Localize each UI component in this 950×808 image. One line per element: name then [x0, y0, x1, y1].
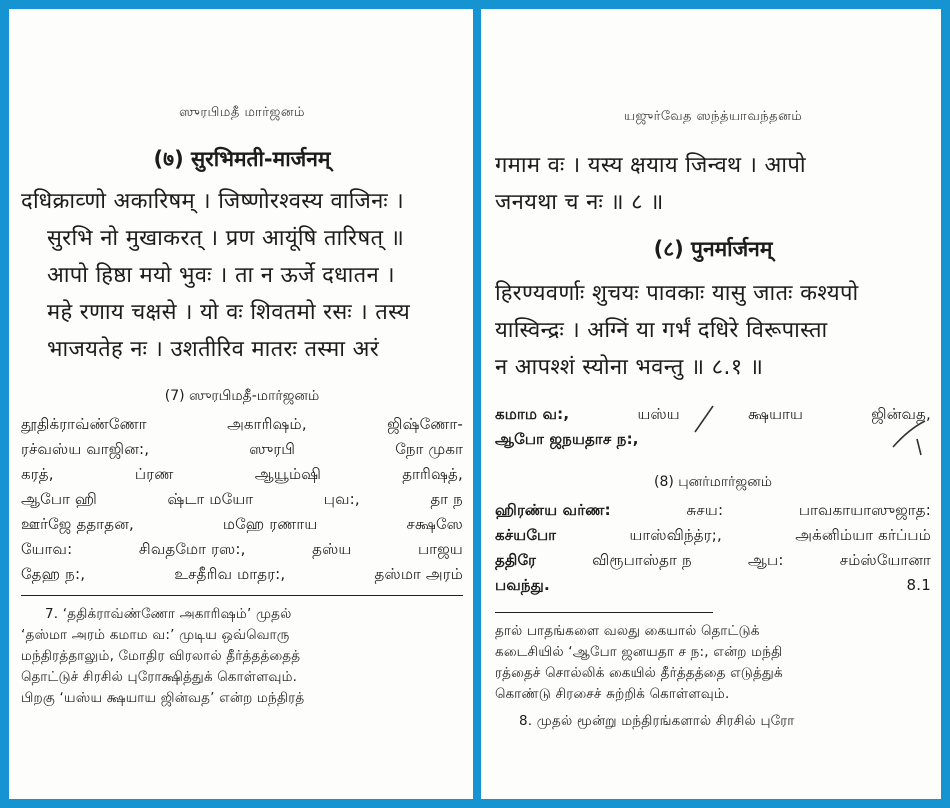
sanskrit-line: आपो हिष्ठा मयो भुवः । ता न ऊर्जे दधातन ।: [47, 263, 395, 288]
running-head: யஜுர்வேத ஸந்த்யாவந்தனம்: [623, 109, 803, 124]
footnote-line: 8. முதல் மூன்று மந்திரங்களால் சிரசில் புரோ: [519, 713, 795, 729]
sanskrit-verse-continued: [495, 147, 931, 221]
sanskrit-verse: [495, 275, 931, 386]
tamil-section-title: (7) ஸுரபிமதீ-மார்ஜனம்: [164, 388, 320, 404]
footnote-line: மந்திரத்தாலும், மோதிர விரலால் தீர்த்தத்தைத்: [21, 648, 301, 664]
tamil-word: தூதிக்ராவ்ண்ணோ: [21, 415, 147, 433]
tamil-word: கச்யபோ: [495, 526, 557, 544]
tamil-word: நோ முகா: [395, 440, 463, 458]
sanskrit-line: दधिक्राव्णो अकारिषम् । जिष्णोरश्वस्य वाजिनः ।: [21, 189, 404, 214]
tamil-line: [21, 562, 463, 587]
footnote-line: தால் பாதங்களை வலது கையால் தொட்டுக்: [495, 623, 760, 639]
right-page: [481, 9, 941, 799]
tamil-word: பாஜய: [418, 540, 463, 558]
tamil-line: [495, 498, 931, 523]
pencil-stroke-mark: [691, 404, 717, 434]
tamil-word: ஊர்ஜே ததாதன,: [21, 515, 134, 533]
footnote-line: கொண்டு சிரசைச் சுற்றிக் கொள்ளவும்.: [495, 686, 730, 702]
tamil-section-title: (8) புனர்மார்ஜனம்: [653, 474, 772, 490]
left-page: [9, 9, 473, 799]
sanskrit-verse: [21, 183, 463, 368]
tamil-word: சிவதமோ ரஸ:,: [138, 540, 246, 558]
tamil-transliteration: [21, 412, 463, 587]
pencil-stroke-mark: [891, 419, 931, 459]
tamil-word: அக்னிம்யா கர்ப்பம்: [795, 526, 931, 544]
tamil-word: ஆப:: [747, 551, 784, 569]
sanskrit-line: सुरभि नो मुखाकरत् । प्रण आयूंषि तारिषत् ॥: [47, 226, 405, 251]
divider: [495, 612, 713, 613]
footnote-line: 7. ‘ததிக்ராவ்ண்ணோ அகாரிஷம்’ முதல்: [45, 606, 292, 622]
tamil-word: ஆபோ ஹி: [21, 490, 97, 508]
tamil-line: [21, 412, 463, 437]
tamil-word: யஸ்ய: [637, 405, 680, 423]
divider: [21, 595, 463, 596]
tamil-word: புவ:,: [323, 490, 360, 508]
tamil-word: ஜிஷ்ணோ-: [387, 415, 463, 433]
sanskrit-line: यास्विन्द्रः । अग्निं या गर्भं दधिरे विरूपास्ता: [495, 318, 828, 343]
sanskrit-line: भाजयतेह नः । उशतीरिव मातरः तस्मा अरं: [47, 337, 379, 362]
footnote-line: தொட்டுச் சிரசில் புரோக்ஷித்துக் கொள்ளவும்.: [21, 669, 298, 685]
tamil-word: க்ஷயாய: [748, 405, 804, 423]
tamil-word: தேஹ ந:,: [21, 565, 86, 583]
footnote: [495, 621, 931, 732]
footnote-line: ரத்தைச் சொல்லிக் கையில் தீர்த்தத்தை எடுத்துக்: [495, 665, 783, 681]
footnote-line: கடைசியில் ‘ஆபோ ஜனயதா ச ந:, என்ற மந்தி: [495, 644, 783, 660]
tamil-word: ப்ரண: [134, 465, 174, 483]
sanskrit-line: गमाम वः । यस्य क्षयाय जिन्वथ । आपो: [495, 153, 806, 178]
tamil-word: சம்ஸ்யோனா: [839, 551, 931, 569]
tamil-line: [21, 512, 463, 537]
tamil-line: [495, 548, 931, 573]
sanskrit-section-title: (७) सुरभिमती-मार्जनम्: [153, 147, 331, 171]
tamil-word: யாஸ்விந்த்ர;,: [629, 526, 722, 544]
tamil-word: ஹிரண்ய வர்ண:: [495, 501, 611, 519]
sanskrit-line: महे रणाय चक्षसे । यो वः शिवतमो रसः । तस्य: [47, 300, 411, 325]
tamil-word: ரச்வஸ்ய வாஜின:,: [21, 440, 150, 458]
tamil-line: [21, 487, 463, 512]
tamil-word: தா ந: [430, 490, 463, 508]
footnote-line: ‘தஸ்மா அரம் கமாம வ:’ முடிய ஒவ்வொரு: [21, 627, 290, 643]
tamil-word: 8.1: [906, 576, 931, 594]
tamil-word: யோவ:: [21, 540, 73, 558]
tamil-word: மஹே ரணாய: [222, 515, 318, 533]
tamil-word: சக்ஷஸே: [406, 515, 463, 533]
tamil-line: [21, 437, 463, 462]
tamil-line: [495, 573, 931, 598]
footnote: [21, 604, 463, 709]
tamil-word: கரத்,: [21, 465, 54, 483]
tamil-word: ஸுரபி: [249, 440, 296, 458]
tamil-word: பாவகாயாஸுஜாத:: [798, 501, 931, 519]
tamil-word: ஆபோ ஜநயதாச ந:,: [495, 430, 639, 448]
tamil-word: ஜின்வத,: [871, 405, 931, 423]
tamil-word: அகாரிஷம்,: [227, 415, 307, 433]
tamil-word: பவந்து.: [495, 576, 550, 594]
tamil-word: கமாம வ:,: [495, 405, 570, 423]
tamil-word: ஷ்டா மயோ: [167, 490, 254, 508]
tamil-word: தஸ்மா அரம்: [374, 565, 463, 583]
tamil-word: தாரிஷத்,: [402, 465, 463, 483]
tamil-word: உசதீரிவ மாதர:,: [174, 565, 286, 583]
sanskrit-line: न आपश्शं स्योना भवन्तु ॥ ८.१ ॥: [495, 355, 764, 380]
tamil-line: [21, 537, 463, 562]
sanskrit-line: जनयथा च नः ॥ ८ ॥: [495, 190, 664, 215]
tamil-word: சுசய:: [686, 501, 724, 519]
sanskrit-line: हिरण्यवर्णाः शुचयः पावकाः यासु जातः कश्यपो: [495, 281, 859, 306]
tamil-word: விரூபாஸ்தா ந: [592, 551, 692, 569]
sanskrit-section-title: (८) पुनर्मार्जनम्: [653, 237, 773, 261]
tamil-word: தஸ்ய: [312, 540, 352, 558]
tamil-word: ததிரே: [495, 551, 537, 569]
running-head: ஸுரபிமதீ மார்ஜனம்: [179, 105, 305, 120]
tamil-line: [21, 462, 463, 487]
footnote-line: பிறகு ‘யஸ்ய க்ஷயாய ஜின்வத’ என்ற மந்திரத்: [21, 690, 305, 706]
tamil-line: [495, 523, 931, 548]
tamil-transliteration: [495, 498, 931, 598]
tamil-word: ஆயூம்ஷி: [254, 465, 322, 483]
